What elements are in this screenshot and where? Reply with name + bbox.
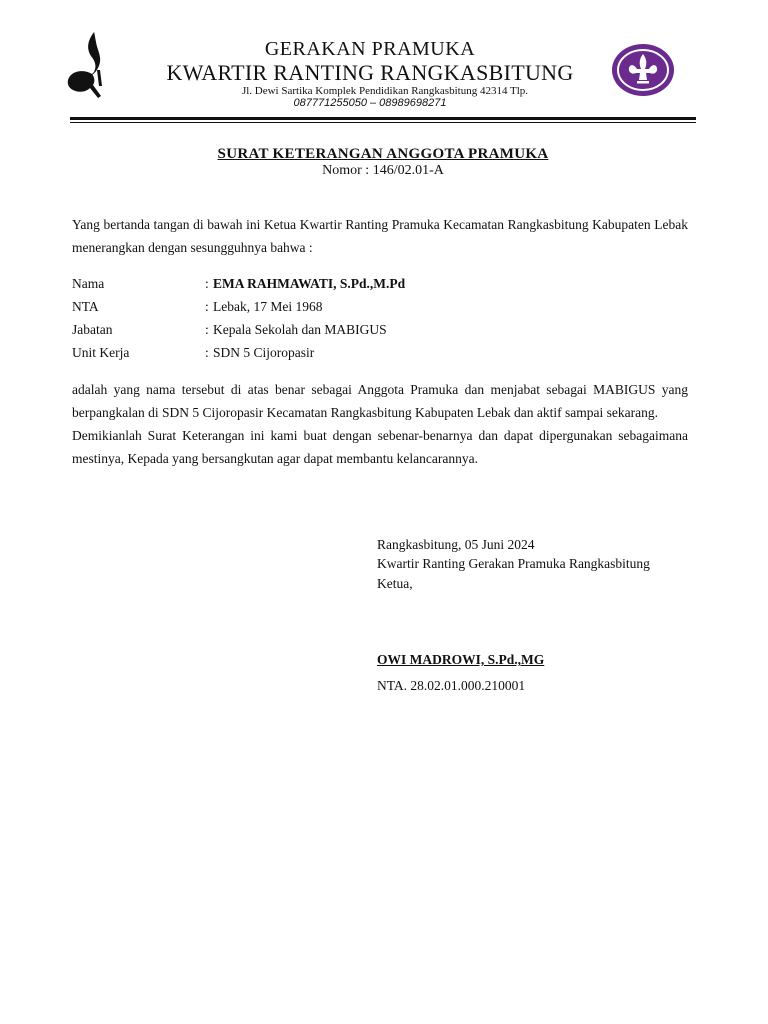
header-phone: 087771255050 – 08989698271: [293, 97, 447, 109]
header-address: Jl. Dewi Sartika Komplek Pendidikan Rangkasbitung 42314 Tlp.: [241, 85, 529, 97]
field-value-nta: Lebak, 17 Mei 1968: [213, 299, 323, 314]
field-separator: :: [205, 299, 209, 314]
signature-role: Ketua,: [377, 576, 413, 591]
field-row-jabatan: [72, 318, 672, 341]
signatory-name: OWI MADROWI, S.Pd.,MG: [377, 652, 545, 667]
document-number: Nomor : 146/02.01-A: [322, 163, 444, 178]
document-title: SURAT KETERANGAN ANGGOTA PRAMUKA: [217, 146, 549, 162]
signatory-nta: NTA. 28.02.01.000.210001: [377, 678, 526, 693]
field-label: NTA: [72, 299, 99, 314]
header-rule-thick: [70, 117, 696, 120]
field-row-nama: [72, 272, 672, 295]
field-separator: :: [205, 276, 209, 291]
tunas-kelapa-logo-icon: [64, 30, 114, 100]
field-value-jabatan: Kepala Sekolah dan MABIGUS: [213, 322, 387, 337]
signature-place-date: Rangkasbitung, 05 Juni 2024: [377, 537, 535, 552]
header-unit-name: KWARTIR RANTING RANGKASBITUNG: [166, 60, 574, 85]
statement-block: [72, 378, 688, 470]
member-details: [72, 272, 672, 364]
signature-office: Kwartir Ranting Gerakan Pramuka Rangkasbitung: [377, 556, 650, 571]
field-row-unit-kerja: [72, 341, 672, 364]
statement-paragraph: adalah yang nama tersebut di atas benar sebagai Anggota Pramuka dan menjabat sebagai MABIGUS yang berpangkalan di SDN 5 Cijoropasir Kecamatan Rangkasbitung Kabupaten Lebak dan aktif sampai sekarang.: [72, 382, 688, 420]
field-value-unit-kerja: SDN 5 Cijoropasir: [213, 345, 315, 360]
field-separator: :: [205, 322, 209, 337]
field-separator: :: [205, 345, 209, 360]
header-org-name: GERAKAN PRAMUKA: [264, 38, 476, 60]
wosm-emblem-logo-icon: [610, 42, 676, 98]
field-label: Jabatan: [72, 322, 113, 337]
field-label: Unit Kerja: [72, 345, 130, 360]
closing-paragraph: Demikianlah Surat Keterangan ini kami buat dengan sebenar-benarnya dan dapat dipergunakan sebagaimana mestinya, Kepada yang bersangkutan agar dapat membantu kelancarannya.: [72, 428, 688, 466]
field-value-nama: EMA RAHMAWATI, S.Pd.,M.Pd: [213, 276, 406, 291]
field-label: Nama: [72, 276, 105, 291]
header-rule-thin: [70, 122, 696, 123]
field-row-nta: [72, 295, 672, 318]
intro-paragraph: Yang bertanda tangan di bawah ini Ketua Kwartir Ranting Pramuka Kecamatan Rangkasbitung Kabupaten Lebak menerangkan dengan sesungguhnya bahwa :: [72, 217, 688, 255]
